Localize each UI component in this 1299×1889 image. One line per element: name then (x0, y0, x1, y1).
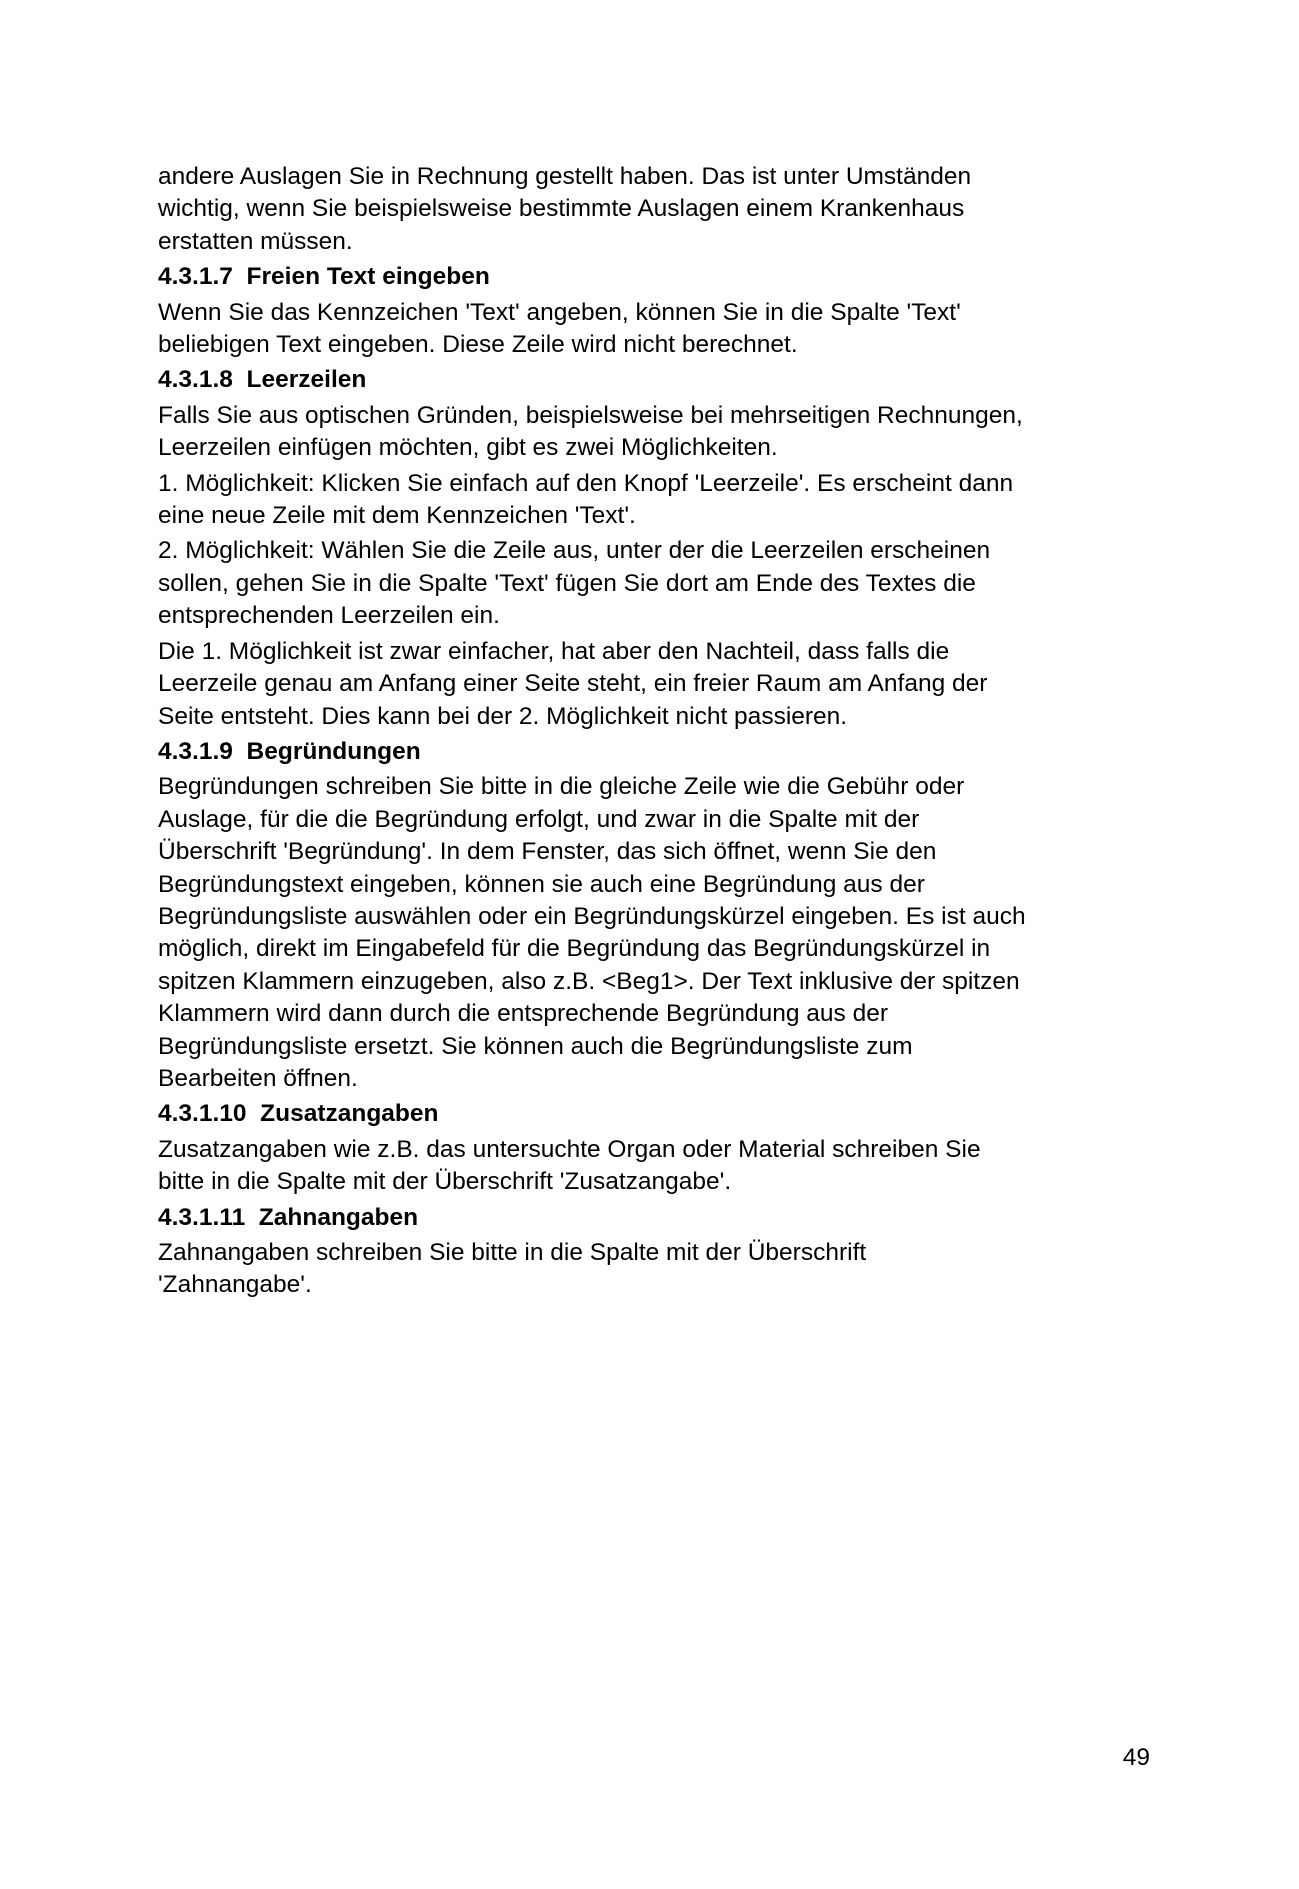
paragraph-zahnangaben: Zahnangaben schreiben Sie bitte in die Spalte mit der Überschrift 'Zahnangabe'. (158, 1239, 867, 1299)
paragraph-moeglichkeit-2: 2. Möglichkeit: Wählen Sie die Zeile aus, unter der die Leerzeilen erscheinen sollen, gehen Sie in die Spalte 'Text' fügen Sie dort am Ende des Textes die entsprechenden Leerzeilen ein. (158, 537, 991, 630)
paragraph-leerzeilen-intro: Falls Sie aus optischen Gründen, beispielsweise bei mehrseitigen Rechnungen, Leerzeilen einfügen möchten, gibt es zwei Möglichkeiten. (158, 401, 1023, 462)
paragraph-zusatzangaben: Zusatzangaben wie z.B. das untersuchte Organ oder Material schreiben Sie bitte in die Spalte mit der Überschrift 'Zusatzangabe'. (158, 1135, 981, 1196)
heading-zusatzangaben: 4.3.1.10 Zusatzangaben (158, 1100, 439, 1128)
heading-zahnangaben: 4.3.1.11 Zahnangaben (158, 1203, 419, 1231)
page-number: 49 (1122, 1744, 1150, 1771)
heading-freien-text: 4.3.1.7 Freien Text eingeben (158, 263, 490, 291)
heading-leerzeilen: 4.3.1.8 Leerzeilen (158, 366, 367, 394)
heading-begruendungen: 4.3.1.9 Begründungen (158, 737, 421, 765)
paragraph-intro: andere Auslagen Sie in Rechnung gestellt haben. Das ist unter Umständen wichtig, wenn Sie beispielsweise bestimmte Auslagen einem Krankenhaus erstatten müssen. (158, 163, 972, 255)
paragraph-begruendungen: Begründungen schreiben Sie bitte in die gleiche Zeile wie die Gebühr oder Auslage, für die die Begründung erfolgt, und zwar in die Spalte mit der Überschrift 'Begründung'. In dem Fenster, das sich öffnet, wenn Sie den Begründungstext eingeben, können sie auch eine Begründung aus der Begründungsliste auswählen oder ein Begründungskürzel eingeben. Es ist auch möglich, direkt im Eingabefeld für die Begründung das Begründungskürzel in spitzen Klammern einzugeben, also z.B. <Beg1>. Der Text inklusive der spitzen Klammern wird dann durch die entsprechende Begründung aus der Begründungsliste ersetzt. Sie können auch die Begründungsliste zum Bearbeiten öffnen. (158, 773, 1026, 1092)
paragraph-moeglichkeit-1: 1. Möglichkeit: Klicken Sie einfach auf den Knopf 'Leerzeile'. Es erscheint dann eine neue Zeile mit dem Kennzeichen 'Text'. (158, 469, 1014, 530)
page-content (158, 161, 1158, 1305)
paragraph-leerzeilen-vergleich: Die 1. Möglichkeit ist zwar einfacher, hat aber den Nachteil, dass falls die Leerzeile genau am Anfang einer Seite steht, ein freier Raum am Anfang der Seite entsteht. Dies kann bei der 2. Möglichkeit nicht passieren. (158, 637, 988, 730)
paragraph-freien-text: Wenn Sie das Kennzeichen 'Text' angeben, können Sie in die Spalte 'Text' beliebigen Text eingeben. Diese Zeile wird nicht berechnet. (158, 298, 961, 359)
